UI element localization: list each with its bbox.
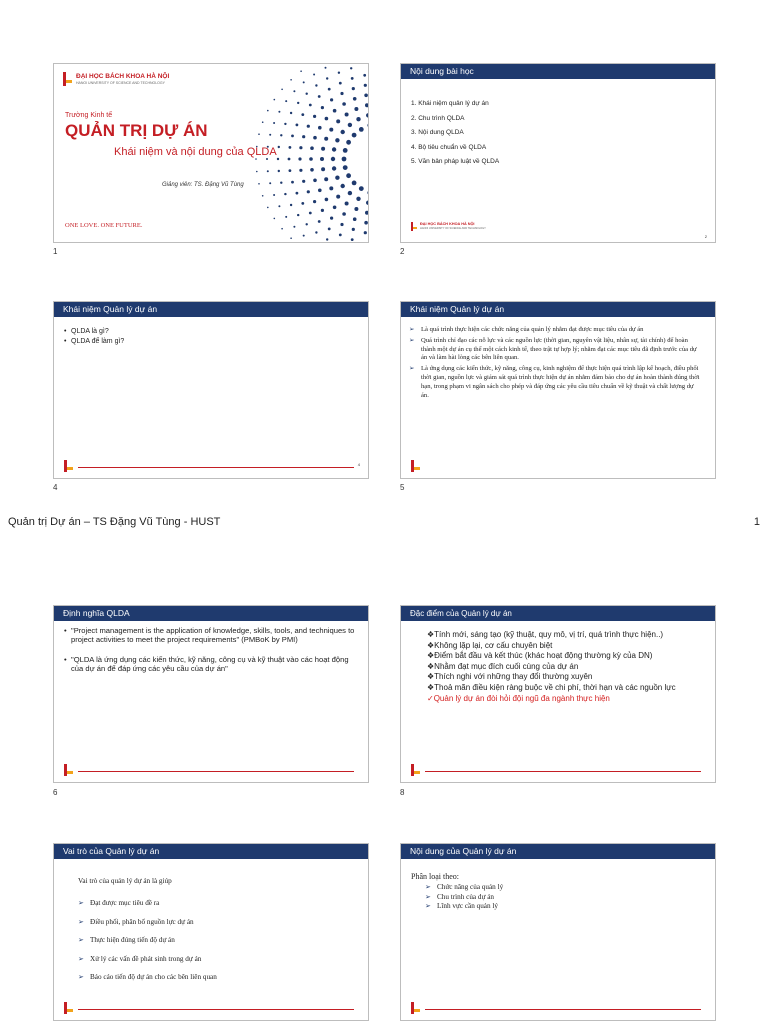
footer-logo xyxy=(411,460,420,472)
decorative-dot xyxy=(328,228,331,231)
list-item: ❖Không lặp lại, cơ cấu chuyên biệt xyxy=(427,640,553,650)
slide-footer xyxy=(64,764,360,776)
slide-number: 2 xyxy=(400,247,405,256)
course-title: QUẢN TRỊ DỰ ÁN xyxy=(65,121,208,140)
arrow-bullet-icon: ➢ xyxy=(78,954,85,963)
decorative-dot xyxy=(278,205,280,207)
decorative-dot xyxy=(352,133,357,138)
decorative-dot xyxy=(307,125,310,128)
arrow-bullet-icon: ➢ xyxy=(409,336,415,344)
definition-list xyxy=(64,626,356,674)
definition-list xyxy=(407,326,703,400)
course-subtitle: Khái niệm và nội dung của QLDA xyxy=(114,146,277,158)
university-name-en: HANOI UNIVERSITY OF SCIENCE AND TECHNOLOGY xyxy=(76,81,165,85)
decorative-dot xyxy=(309,212,312,215)
school-name: Trường Kinh tế xyxy=(65,112,113,119)
decorative-dot xyxy=(318,189,322,193)
decorative-dot xyxy=(338,72,340,74)
decorative-dot xyxy=(345,202,349,206)
decorative-dot xyxy=(258,133,260,135)
decorative-dot xyxy=(342,212,346,216)
decorative-dot xyxy=(354,107,358,111)
slide-header: Vai trò của Quản lý dự án xyxy=(54,844,368,859)
decorative-dot xyxy=(277,158,279,160)
list-item: • "Project management is the application of knowledge, skills, tools, and techniques to project activities to meet the project requirements" (PMBoK by PMI) xyxy=(64,626,356,645)
slide-footer xyxy=(411,460,707,472)
slide-header: Khái niệm Quản lý dự án xyxy=(401,302,715,317)
footer-logo xyxy=(64,764,73,776)
list-item: • QLDA là gì? xyxy=(64,327,358,337)
decorative-dot xyxy=(333,109,337,113)
footer-rule xyxy=(78,467,354,468)
decorative-dot xyxy=(342,102,346,106)
list-item: ❖Thoả mãn điều kiện ràng buộc về chi phí, thời hạn và các nguồn lực xyxy=(427,682,676,692)
decorative-dot xyxy=(348,191,352,195)
list-item: ➢ Lĩnh vực cần quản lý xyxy=(425,902,498,911)
decorative-dot xyxy=(351,77,354,80)
arrow-bullet-icon: ➢ xyxy=(78,899,85,907)
decorative-dot xyxy=(313,136,317,140)
footer-logo xyxy=(411,764,420,776)
decorative-dot xyxy=(269,182,271,184)
decorative-dot xyxy=(303,81,305,83)
roles-list xyxy=(76,894,356,987)
diamond-bullet-icon: ❖ xyxy=(427,640,435,650)
decorative-dot xyxy=(293,90,295,92)
highlight-item: ✓Quản lý dự án đòi hỏi đội ngũ đa ngành thực hiện xyxy=(427,693,610,703)
decorative-dot xyxy=(306,223,308,225)
list-item: ❖Điểm bắt đầu và kết thúc (khác hoạt động thường kỳ của DN) xyxy=(427,651,653,661)
decorative-dot xyxy=(290,237,292,239)
decorative-dot xyxy=(293,226,295,228)
decorative-dot xyxy=(365,103,369,107)
decorative-dot xyxy=(340,92,343,95)
decorative-dot xyxy=(330,98,333,101)
arrow-bullet-icon: ➢ xyxy=(78,936,85,944)
decorative-dot xyxy=(341,130,345,134)
arrow-bullet-icon: ➢ xyxy=(409,326,415,333)
decorative-dot xyxy=(288,158,291,161)
footer-rule xyxy=(425,1009,701,1010)
decorative-dot xyxy=(363,74,366,77)
list-item: ❖Thích nghi với những thay đổi thường xuyên xyxy=(427,672,593,682)
list-item: ➢ Xử lý các vấn đề phát sinh trong dự án xyxy=(76,950,356,969)
decorative-dot xyxy=(315,84,317,86)
decorative-dot xyxy=(306,93,308,95)
decorative-dot xyxy=(273,122,275,124)
decorative-dot xyxy=(297,214,299,216)
page-footer-number: 1 xyxy=(753,516,760,528)
list-item: ➢ Báo cáo tiến độ dự án cho các bên liên quan xyxy=(76,968,356,987)
decorative-dot xyxy=(352,87,355,90)
list-item: ➢ Chức năng của quản lý xyxy=(425,883,504,891)
decorative-dot xyxy=(359,127,364,132)
decorative-dot xyxy=(267,110,269,112)
decorative-dot xyxy=(324,137,328,141)
list-item: • "QLDA là ứng dụng các kiến thức, kỹ năng, công cụ và kỹ thuật vào các hoạt động của dự án để đáp ứng các yêu cầu của dự án" xyxy=(64,655,356,674)
arrow-bullet-icon: ➢ xyxy=(409,365,415,373)
list-item: ➢ Là ứng dụng các kiến thức, kỹ năng, công cụ, kinh nghiệm để thực hiện quá trình lập kế hoạch, điều phối thời gian, nguồn lực và giám sát quá trình thực hiện dự án nhằm đảm bảo cho dự án hoàn thành đúng thời hạn, trong phạm vi ngân sách cho phép và đáp ứng các yêu cầu tiêu chuẩn về kỹ thuật và chất lượng dự án. xyxy=(409,365,700,399)
slide-intro: Phân loại theo: xyxy=(411,872,459,881)
decorative-dot xyxy=(296,192,299,195)
decorative-dot xyxy=(326,77,328,79)
decorative-dot xyxy=(365,211,369,215)
decorative-dot xyxy=(313,74,315,76)
decorative-dot xyxy=(318,95,321,98)
slide-8[interactable] xyxy=(400,605,716,783)
decorative-dot xyxy=(290,79,292,81)
decorative-dot xyxy=(352,228,355,231)
decorative-dot xyxy=(301,113,304,116)
slide-9[interactable] xyxy=(53,843,369,1021)
decorative-dot xyxy=(336,195,340,199)
decorative-dot xyxy=(318,126,322,130)
decorative-dot xyxy=(309,157,313,161)
decorative-dot xyxy=(315,231,317,233)
slide-number: 1 xyxy=(53,247,58,256)
list-item: ➢ Là quá trình thực hiện các chức năng của quản lý nhằm đạt được mục tiêu của dự án xyxy=(409,326,644,333)
decorative-dot xyxy=(364,221,368,225)
decorative-dot xyxy=(297,102,299,104)
decorative-dot xyxy=(255,158,257,160)
decorative-dot xyxy=(343,148,348,153)
classification-list xyxy=(423,883,703,912)
list-item: ❖Nhằm đạt mục đích cuối cùng của dự án xyxy=(427,661,579,671)
decorative-dot xyxy=(284,123,286,125)
slide-4[interactable] xyxy=(53,301,369,479)
decorative-dot xyxy=(350,67,352,69)
decorative-dot xyxy=(280,134,282,136)
slide-page-number: 2 xyxy=(704,234,707,239)
slide-header: Khái niệm Quản lý dự án xyxy=(54,302,368,317)
decorative-dot xyxy=(331,157,335,161)
decorative-dot xyxy=(332,147,336,151)
decorative-dot xyxy=(324,177,328,181)
decorative-dot xyxy=(300,70,302,72)
decorative-dot xyxy=(274,218,276,220)
decorative-dot xyxy=(356,117,360,121)
decorative-dot xyxy=(353,97,357,101)
decorative-dot xyxy=(342,157,347,162)
slide-number: 4 xyxy=(53,483,58,492)
slide-5[interactable] xyxy=(400,301,716,479)
footer-logo xyxy=(411,222,417,231)
list-item: 4. Bộ tiêu chuẩn về QLDA xyxy=(411,143,487,151)
footer-rule xyxy=(78,1009,354,1010)
decorative-dot xyxy=(367,190,369,195)
decorative-dot xyxy=(291,135,294,138)
check-bullet-icon: ✓ xyxy=(427,693,434,703)
arrow-bullet-icon: ➢ xyxy=(425,902,432,911)
list-item: 1. Khái niệm quản lý dự án xyxy=(411,100,489,107)
list-item: ➢ Điều phối, phân bổ nguồn lực dự án xyxy=(76,913,356,932)
decorative-dot xyxy=(364,84,367,87)
slide-footer xyxy=(64,460,360,472)
decorative-dot xyxy=(310,168,314,172)
slide-header: Đặc điểm của Quản lý dự án xyxy=(401,606,715,621)
slide-1[interactable] xyxy=(53,63,369,243)
decorative-dot xyxy=(367,123,369,128)
decorative-dot xyxy=(329,186,333,190)
diamond-bullet-icon: ❖ xyxy=(427,672,435,682)
decorative-dot xyxy=(328,88,331,91)
slide-header: Nội dung của Quản lý dự án xyxy=(401,844,715,859)
arrow-bullet-icon: ➢ xyxy=(425,892,432,901)
arrow-bullet-icon: ➢ xyxy=(78,917,85,926)
footer-logo xyxy=(64,1002,73,1014)
footer-rule xyxy=(78,771,354,772)
slide-footer xyxy=(411,764,707,776)
arrow-bullet-icon: ➢ xyxy=(425,883,432,891)
footer-logo xyxy=(411,1002,420,1014)
decorative-dot xyxy=(273,194,275,196)
decorative-dot xyxy=(351,238,354,241)
decorative-dot xyxy=(346,173,351,178)
decorative-dot xyxy=(310,146,314,150)
decorative-dot xyxy=(281,228,283,230)
slide-number: 6 xyxy=(53,788,58,797)
decorative-dot xyxy=(299,169,302,172)
decorative-dot xyxy=(321,167,325,171)
decorative-dot xyxy=(325,198,329,202)
decorative-dot xyxy=(364,94,368,98)
decorative-dot xyxy=(258,183,260,185)
decorative-dot xyxy=(289,146,292,149)
decorative-dot xyxy=(352,181,357,186)
decorative-dot xyxy=(366,113,369,117)
diamond-bullet-icon: ❖ xyxy=(427,651,435,661)
decorative-dot xyxy=(303,235,305,237)
features-list xyxy=(427,630,701,704)
decorative-dot xyxy=(335,138,339,142)
decorative-dot xyxy=(290,112,292,114)
decorative-dot xyxy=(335,176,339,180)
slide-footer xyxy=(64,1002,360,1014)
list-item: ➢ Chu trình của dự án xyxy=(425,892,494,901)
arrow-bullet-icon: ➢ xyxy=(78,973,85,981)
slide-intro: Vai trò của quản lý dự án là giúp xyxy=(78,877,172,885)
decorative-dot xyxy=(256,171,258,173)
list-item: • QLDA để làm gì? xyxy=(64,337,358,347)
decorative-dot xyxy=(267,170,269,172)
slide-6[interactable] xyxy=(53,605,369,783)
decorative-dot xyxy=(340,223,343,226)
decorative-dot xyxy=(301,202,304,205)
decorative-dot xyxy=(281,89,283,91)
decorative-dot xyxy=(325,117,329,121)
decorative-dot xyxy=(336,119,340,123)
decorative-dot xyxy=(266,158,268,160)
decorative-dot xyxy=(299,146,302,149)
decorative-dot xyxy=(302,180,305,183)
footer-logo xyxy=(64,460,73,472)
decorative-dot xyxy=(329,128,333,132)
slide-2[interactable] xyxy=(400,63,716,243)
decorative-dot xyxy=(278,146,280,148)
list-item: 5. Văn bản pháp luật về QLDA xyxy=(411,158,500,165)
decorative-dot xyxy=(278,170,280,172)
decorative-dot xyxy=(330,217,333,220)
page-footer-title: Quản trị Dự án – TS Đặng Vũ Tùng - HUST xyxy=(8,516,221,528)
decorative-dot xyxy=(354,207,358,211)
list-item: ➢ Thực hiện đúng tiến độ dự án xyxy=(76,931,356,950)
list-item: ❖Tính mới, sáng tạo (kỹ thuật, quy mô, vị trí, quá trình thực hiện..) xyxy=(427,630,664,639)
decorative-dot xyxy=(313,115,316,118)
decorative-dot xyxy=(278,111,280,113)
decorative-dot xyxy=(359,186,364,191)
decorative-dot xyxy=(291,181,294,184)
decorative-dot xyxy=(280,182,282,184)
slogan: ONE LOVE. ONE FUTURE. xyxy=(65,222,143,229)
list-item: ➢ Đạt được mục tiêu đề ra xyxy=(76,894,356,913)
decorative-dot xyxy=(267,207,269,209)
slide-page-number: 4 xyxy=(357,462,360,467)
decorative-dot xyxy=(262,121,264,123)
decorative-dot xyxy=(298,157,301,160)
university-logo xyxy=(63,72,72,86)
decorative-dot xyxy=(364,231,367,234)
lecturer-name: Giảng viên: TS. Đặng Vũ Tùng xyxy=(162,182,244,188)
decorative-dot xyxy=(339,234,342,237)
decorative-dot xyxy=(285,100,287,102)
lesson-contents-list xyxy=(411,97,705,170)
decorative-dot xyxy=(290,204,292,206)
decorative-dot xyxy=(320,157,324,161)
decorative-dot xyxy=(321,106,324,109)
slide-footer xyxy=(411,1002,707,1014)
decorative-dot xyxy=(366,201,369,205)
decorative-dot xyxy=(321,209,324,212)
decorative-dot xyxy=(262,195,264,197)
decorative-dot xyxy=(356,197,360,201)
diamond-bullet-icon: ❖ xyxy=(427,661,435,671)
decorative-dot xyxy=(274,99,276,101)
slide-header: Định nghĩa QLDA xyxy=(54,606,368,621)
decorative-dot xyxy=(321,147,325,151)
decorative-dot xyxy=(325,67,327,69)
list-item: 2. Chu trình QLDA xyxy=(411,114,465,122)
decorative-dot xyxy=(343,165,348,170)
decorative-dot xyxy=(333,206,337,210)
decorative-dot xyxy=(284,193,286,195)
diamond-bullet-icon: ❖ xyxy=(427,682,435,692)
diamond-bullet-icon: ❖ xyxy=(427,630,435,639)
decorative-dot xyxy=(307,190,310,193)
list-item: ➢ Quá trình chỉ đạo các nỗ lực và các nguồn lực (thời gian, nguyên vật liệu, nhân sự, tài chính) để hoàn thành một dự án cụ thể một cách kinh tế, theo trật tự hợp lý; nhằm đạt các mục tiêu đã định trước của dự án và làm hài lòng các bên liên quan. xyxy=(409,336,697,362)
decorative-dot xyxy=(318,220,321,223)
decorative-dot xyxy=(302,135,305,138)
decorative-dot xyxy=(326,238,328,240)
decorative-dot xyxy=(313,179,317,183)
decorative-dot xyxy=(269,134,271,136)
decorative-dot xyxy=(339,82,342,85)
footer-brand: ĐẠI HỌC BÁCH KHOA HÀ NỘI xyxy=(420,222,475,226)
decorative-dot xyxy=(346,140,351,145)
decorative-dot xyxy=(353,217,357,221)
footer-rule xyxy=(425,771,701,772)
slide-header: Nội dung bài học xyxy=(401,64,715,79)
list-item: 3. Nội dung QLDA xyxy=(411,129,464,136)
decorative-dot xyxy=(313,200,316,203)
slide-number: 5 xyxy=(400,483,405,492)
slide-10[interactable] xyxy=(400,843,716,1021)
decorative-dot xyxy=(348,123,352,127)
university-name: ĐẠI HỌC BÁCH KHOA HÀ NỘI xyxy=(76,73,170,80)
decorative-dot xyxy=(341,184,345,188)
decorative-dot xyxy=(289,169,292,172)
footer-brand-en: HANOI UNIVERSITY OF SCIENCE AND TECHNOLOGY xyxy=(420,227,486,230)
bullet-list xyxy=(64,327,358,347)
decorative-dot xyxy=(285,216,287,218)
decorative-dot xyxy=(309,104,312,107)
decorative-dot xyxy=(332,166,336,170)
decorative-dot xyxy=(296,124,299,127)
slide-number: 8 xyxy=(400,788,405,797)
decorative-dot xyxy=(345,113,349,117)
